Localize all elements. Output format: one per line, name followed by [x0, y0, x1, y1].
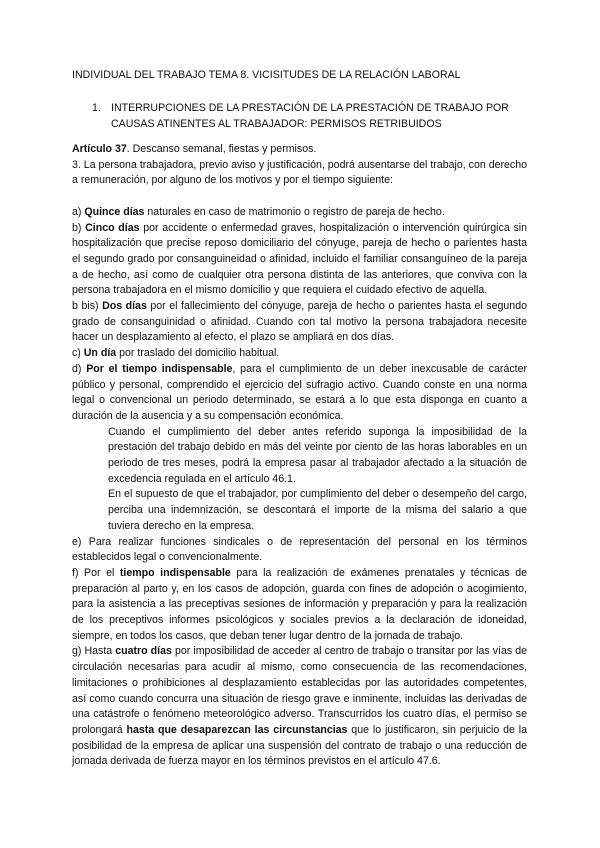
permit-f-prefix: f) Por el — [72, 566, 120, 579]
article-title: . Descanso semanal, fiestas y permisos. — [126, 143, 317, 155]
permit-g-text: por imposibilidad de acceder al centro de trabajo o transitar por las vías de circulación necesarias para acudir al mismo, como consecuencia de las recomendaciones, limitaciones o prohibiciones al desplazamiento establecidas por las autoridades competentes, así como cuando concurra una situación de riesgo grave e inminente, incluidas las derivadas de una catástrofe o fenómeno meteorológico adverso. Transcurridos los cuatro días, el permiso se prolongará — [72, 645, 527, 736]
permit-e: e) Para realizar funciones sindicales o de representación del personal en los términos establecidos legal o convencionalmente. — [72, 535, 527, 564]
permit-b-bis-prefix: b bis) — [72, 300, 103, 313]
permit-f — [72, 566, 527, 645]
permit-a-bold: Quince días — [84, 205, 145, 218]
permit-d-note-2: En el supuesto de que el trabajador, por cumplimiento del deber o desempeño del cargo, perciba una indemnización, se descontará el importe de la misma del salario a que tuviera derecho en la empresa. — [108, 488, 527, 532]
permit-c — [72, 346, 527, 362]
permit-b-bis — [72, 299, 527, 346]
permit-a-text: naturales en caso de matrimonio o registro de pareja de hecho. — [144, 205, 445, 218]
permit-a-prefix: a) — [72, 205, 85, 218]
permit-b-bold: Cinco días — [85, 221, 140, 234]
permit-d-bold: Por el tiempo indispensable — [86, 362, 233, 375]
permit-g-prefix: g) Hasta — [72, 645, 116, 658]
section-heading-text: INTERRUPCIONES DE LA PRESTACIÓN DE LA PRESTACIÓN DE TRABAJO POR CAUSAS ATINENTES AL TRABAJADOR: PERMISOS RETRIBUIDOS — [111, 102, 509, 130]
article-heading — [72, 142, 527, 158]
permit-d-note-1: Cuando el cumplimiento del deber antes referido suponga la imposibilidad de la prestación del trabajo debido en más del veinte por ciento de las horas laborables en un periodo de tres meses, podrá la empresa pasar al trabajador afectado a la situación de excedencia regulada en el artículo 46.1. — [108, 425, 527, 485]
document-title: INDIVIDUAL DEL TRABAJO TEMA 8. VICISITUDES DE LA RELACIÓN LABORAL — [72, 69, 461, 81]
permit-c-prefix: c) — [72, 347, 84, 360]
permit-c-bold: Un día — [83, 347, 117, 360]
permit-f-bold: tiempo indispensable — [119, 566, 231, 579]
article-label: Artículo 37 — [72, 143, 127, 155]
permit-g-text-2: que lo justificaron, sin perjuicio de la posibilidad de la empresa de aplicar una suspensión del contrato de trabajo o una reducción de jornada derivada de fuerza mayor en los términos previstos en el artículo 47.6. — [72, 724, 527, 768]
permit-a — [72, 205, 527, 221]
permit-b-prefix: b) — [72, 221, 86, 234]
section-heading — [92, 101, 532, 132]
permit-f-text: para la realización de exámenes prenatales y técnicas de preparación al parto y, en los casos de adopción, guarda con fines de adopción o acogimiento, para la asistencia a las preceptivas sesiones de información y preparación y para la realización de los preceptivos informes psicológicos y sociales previos a la declaración de idoneidad, siempre, en todos los casos, que deban tener lugar dentro de la jornada de trabajo. — [72, 566, 527, 642]
section-number: 1. — [92, 102, 101, 114]
permit-g-bold-2: hasta que desaparezcan las circunstancias — [126, 724, 348, 736]
permit-b-bis-bold: Dos días — [102, 300, 147, 313]
permit-d-text: , para el cumplimiento de un deber inexcusable de carácter público y personal, comprendido el ejercicio del sufragio activo. Cuando conste en una norma legal o convencional un periodo determinado, se estará a lo que esta disponga en cuanto a duración de la ausencia y a su compensación económica. — [72, 362, 527, 422]
permit-g-bold: cuatro días — [115, 645, 172, 658]
permit-g — [72, 644, 527, 770]
permit-b-bis-text: por el fallecimiento del cónyuge, pareja de hecho o parientes hasta el segundo grado de consanguinidad o afinidad. Cuando con tal motivo la persona trabajadora necesite hacer un desplazamiento al efecto, el plazo se ampliará en dos días. — [72, 300, 527, 344]
permit-d-prefix: d) — [72, 362, 87, 375]
article-intro: 3. La persona trabajadora, previo aviso y justificación, podrá ausentarse del trabajo, con derecho a remuneración, por alguno de los motivos y por el tiempo siguiente: — [72, 158, 527, 187]
permit-c-text: por traslado del domicilio habitual. — [116, 347, 280, 360]
permit-b — [72, 221, 527, 300]
article-body — [72, 142, 527, 770]
permit-d — [72, 362, 527, 425]
permit-b-text: por accidente o enfermedad graves, hospitalización o intervención quirúrgica sin hospitalización que precise reposo domiciliario del cónyuge, pareja de hecho o parientes hasta el segundo grado por consanguineidad o afinidad, incluido el familiar consanguíneo de la pareja a de hecho, así como de cualquier otra persona distinta de las anteriores, que conviva con la persona trabajadora en el mismo domicilio y que requiera el cuidado efectivo de aquella. — [72, 221, 527, 297]
